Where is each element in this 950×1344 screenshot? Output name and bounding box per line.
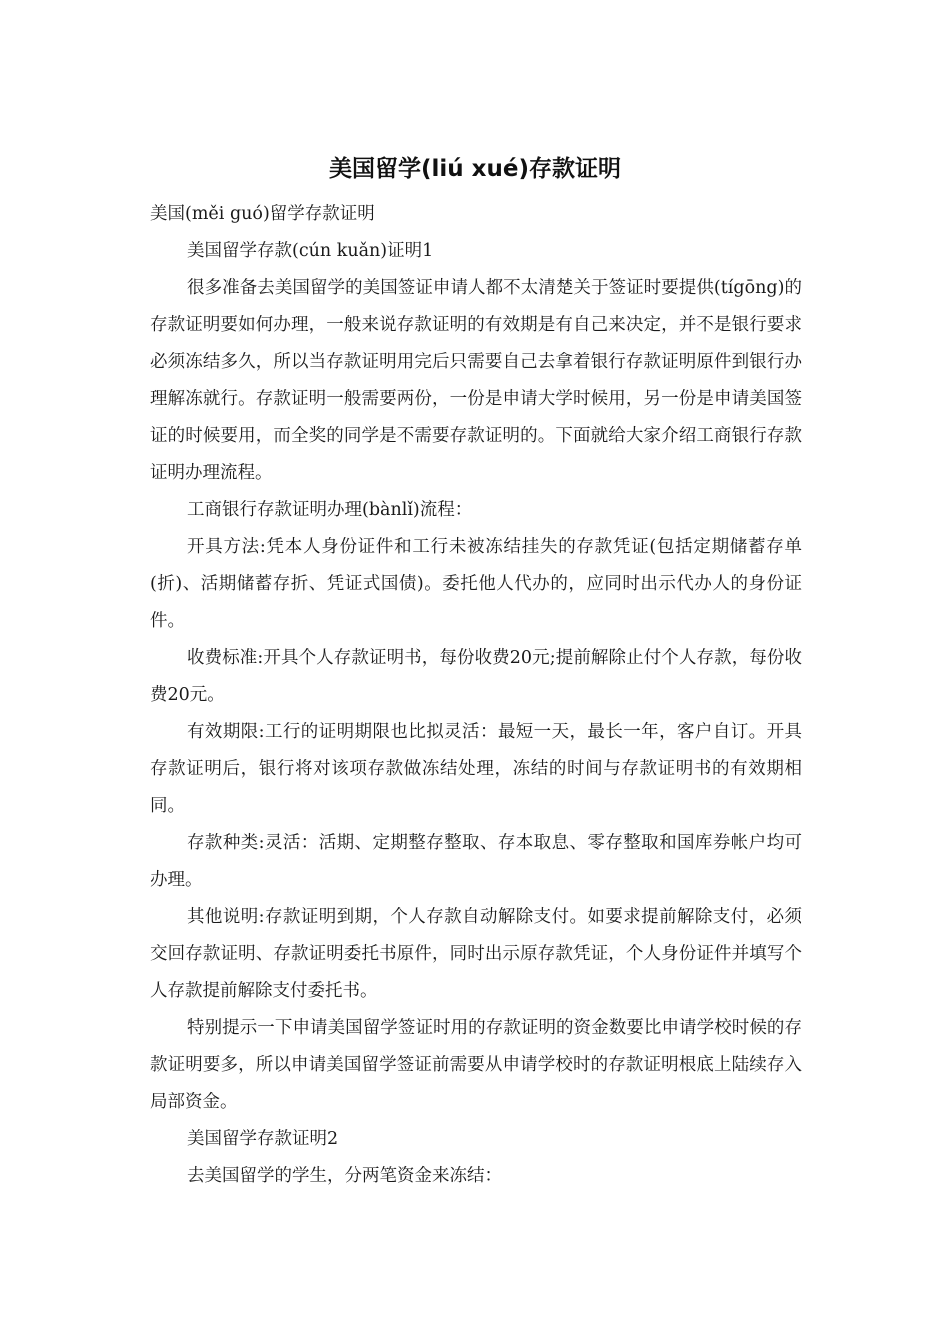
paragraph-deposit-types: 存款种类:灵活：活期、定期整存整取、存本取息、零存整取和国库券帐户均可办理。 <box>150 833 802 890</box>
paragraph-intro: 很多准备去美国留学的美国签证申请人都不太清楚关于签证时要提供(tígōng)的存款证明要如何办理，一般来说存款证明的有效期是有自己来决定，并不是银行要求必须冻结多久，所以当存款证明用完后只需要自己去拿着银行存款证明原件到银行办理解冻就行。存款证明一般需要两份，一份是申请大学时候用，另一份是申请美国签证的时候要用，而全奖的同学是不需要存款证明的。下面就给大家介绍工商银行存款证明办理流程。 <box>150 278 802 483</box>
paragraph-special-tip: 特别提示一下申请美国留学签证时用的存款证明的资金数要比申请学校时候的存款证明要多，所以申请美国留学签证前需要从申请学校时的存款证明根底上陆续存入局部资金。 <box>150 1018 802 1112</box>
paragraph-section-heading-1: 美国留学存款(cún kuǎn)证明1 <box>187 241 434 261</box>
paragraph-section-heading-2: 美国留学存款证明2 <box>187 1129 339 1149</box>
paragraph-method: 开具方法:凭本人身份证件和工行未被冻结挂失的存款凭证(包括定期储蓄存单(折)、活期储蓄存折、凭证式国债)。委托他人代办的，应同时出示代办人的身份证件。 <box>150 537 802 631</box>
paragraph-other-notes: 其他说明:存款证明到期，个人存款自动解除支付。如要求提前解除支付，必须交回存款证明、存款证明委托书原件，同时出示原存款凭证，个人身份证件并填写个人存款提前解除支付委托书。 <box>150 907 802 1001</box>
document-title: 美国留学(liú xué)存款证明 <box>329 156 621 182</box>
paragraph-validity: 有效期限:工行的证明期限也比拟灵活：最短一天，最长一年，客户自订。开具存款证明后，银行将对该项存款做冻结处理，冻结的时间与存款证明书的有效期相同。 <box>150 722 802 816</box>
paragraph-subtitle: 美国(měi guó)留学存款证明 <box>150 204 375 224</box>
paragraph-two-funds: 去美国留学的学生，分两笔资金来冻结： <box>187 1166 502 1186</box>
paragraph-fees: 收费标准:开具个人存款证明书，每份收费20元;提前解除止付个人存款，每份收费20元。 <box>150 648 802 705</box>
document-body <box>150 196 802 1195</box>
paragraph-process-heading: 工商银行存款证明办理(bànlǐ)流程： <box>187 500 473 520</box>
